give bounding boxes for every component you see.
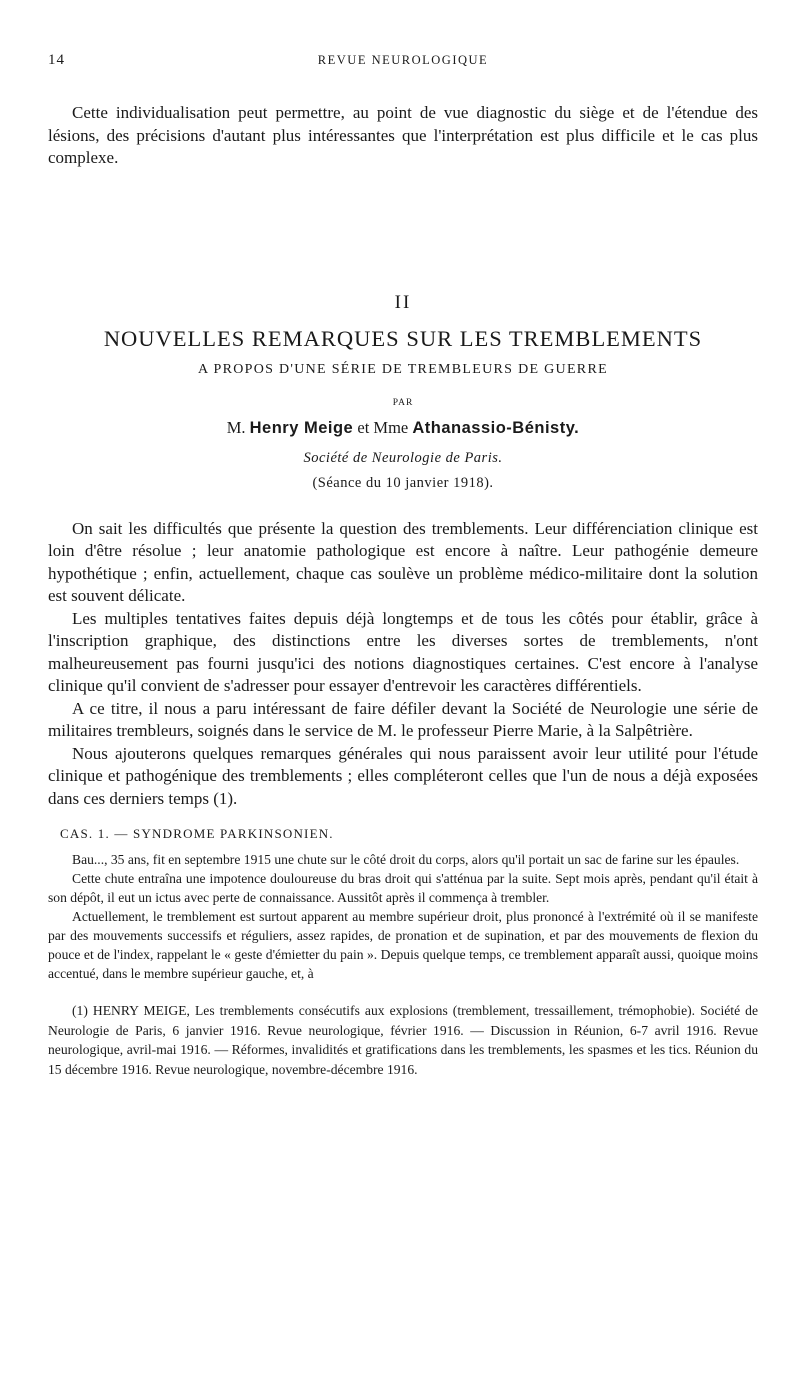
body-paragraph-4: Nous ajouterons quelques remarques générales qui nous paraissent avoir leur utilité pour l'étude clinique et pathogénique des tremblements ; elles compléteront celles que l'un de nous a déjà exposées dans ces derniers temps (1).: [48, 743, 758, 808]
authors-line: [48, 418, 758, 438]
running-title: REVUE NEUROLOGIQUE: [317, 53, 489, 67]
running-header: [48, 52, 758, 72]
authors-prefix: M.: [226, 417, 246, 437]
author-1: Henry Meige: [249, 418, 354, 437]
case-heading: CAS. 1. — SYNDROME PARKINSONIEN.: [60, 826, 334, 841]
case-paragraph-3: Actuellement, le tremblement est surtout apparent au membre supérieur droit, plus prononcé à l'extrémité où il se manifeste par des mouvements successifs et réguliers, assez rapides, de pronation et de supination, et par des mouvements de flexion du pouce et de l'index, rappelant le « geste d'émietter du pain ». Depuis quelque temps, ce tremblement apparaît aussi, quoique moins accentué, dans le membre supérieur gauche, et, à: [48, 909, 758, 981]
opening-paragraph: Cette individualisation peut permettre, au point de vue diagnostic du siège et de l'étendue des lésions, des précisions d'autant plus intéressantes que l'interprétation est plus difficile et le cas plus complexe.: [48, 103, 758, 167]
body-paragraph-2: Les multiples tentatives faites depuis déjà longtemps et de tous les côtés pour établir, grâce à l'inscription graphique, des distinctions entre les diverses sortes de tremblements, n'ont malheureusement pas fourni jusqu'ici des notions diagnostiques certaines. C'est encore à l'analyse clinique qu'il convient de s'adresser pour essayer d'entrevoir les caractères différentiels.: [48, 608, 758, 695]
page-number: 14: [48, 52, 65, 68]
case-paragraph-2: Cette chute entraîna une impotence douloureuse du bras droit qui s'atténua par la suite. Sept mois après, pendant qu'il était à son dépôt, il eut un ictus avec perte de connaissance. Aussitôt après il commença à trembler.: [48, 871, 758, 905]
article-body: [48, 518, 758, 811]
footnote-block: [48, 1001, 758, 1079]
section-number: II: [394, 291, 412, 313]
par-label: PAR: [392, 397, 414, 408]
article-title: NOUVELLES REMARQUES SUR LES TREMBLEMENTS: [103, 325, 703, 351]
society-name: Société de Neurologie de Paris.: [303, 449, 503, 466]
article-subtitle: A PROPOS D'UNE SÉRIE DE TREMBLEURS DE GUERRE: [198, 361, 608, 377]
body-paragraph-1: On sait les difficultés que présente la question des tremblements. Leur différenciation clinique est loin d'être résolue ; leur anatomie pathologique est encore à naître. Leur pathogénie demeure hypothétique ; enfin, actuellement, chaque cas soulève un problème médico-militaire dont la solution est souvent délicate.: [48, 518, 758, 605]
authors-connector: et Mme: [357, 417, 409, 437]
case-paragraph-1: Bau..., 35 ans, fit en septembre 1915 une chute sur le côté droit du corps, alors qu'il portait un sac de farine sur les épaules.: [72, 852, 740, 867]
author-2: Athanassio-Bénisty.: [412, 418, 580, 437]
body-paragraph-3: A ce titre, il nous a paru intéressant de faire défiler devant la Société de Neurologie une série de militaires trembleurs, soignés dans le service de M. le professeur Pierre Marie, à la Salpêtrière.: [48, 698, 758, 740]
journal-page: [48, 52, 758, 1079]
case-description: [48, 850, 758, 983]
session-date: (Séance du 10 janvier 1918).: [312, 474, 494, 491]
footnote: (1) HENRY MEIGE, Les tremblements consécutifs aux explosions (tremblement, tressaillement, trémophobie). Société de Neurologie de Paris, 6 janvier 1916. Revue neurologique, février 1916. — Discussion in Réunion, 6-7 avril 1916. Revue neurologique, avril-mai 1916. — Réformes, invalidités et gratifications dans les tremblements, les spasmes et les tics. Réunion du 15 décembre 1916. Revue neurologique, novembre-décembre 1916.: [48, 1003, 758, 1077]
